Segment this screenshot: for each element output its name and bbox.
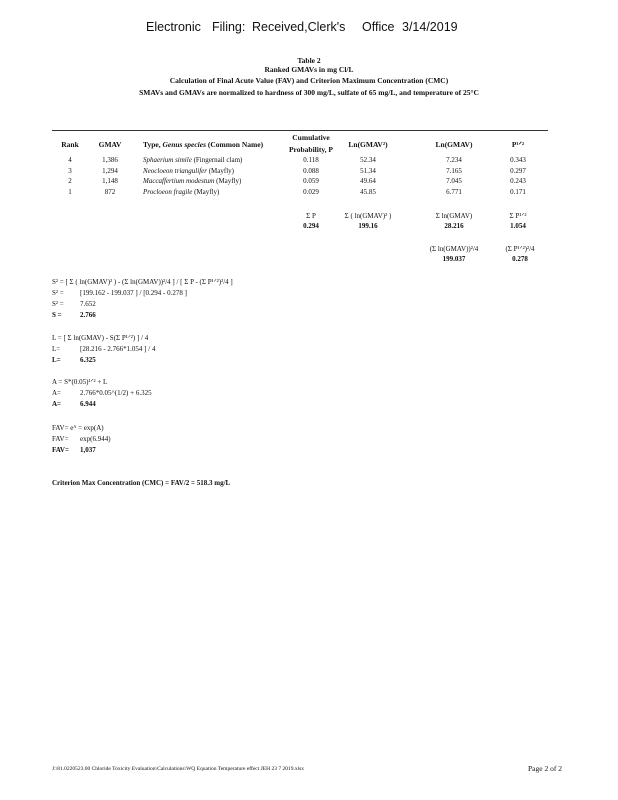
row-sqrt-p: 0.171 xyxy=(510,187,526,196)
row-species xyxy=(143,156,242,164)
sum-p-value: 0.294 xyxy=(303,222,319,230)
col-header-probability: Probability, P xyxy=(288,145,334,154)
table-normalization-note: SMAVs and GMAVs are normalized to hardness of 300 mg/L, sulfate of 65 mg/L, and temperature of 25°C xyxy=(139,88,479,97)
table-number: Table 2 xyxy=(297,56,321,65)
row-gmav: 1,386 xyxy=(102,156,118,164)
a_rows-label: A= xyxy=(52,389,62,397)
col-header-ln-gmav: Ln(GMAV) xyxy=(435,140,473,149)
table-title: Ranked GMAVs in mg Cl/L xyxy=(264,65,354,74)
header-received: Received,Clerk's xyxy=(252,20,346,34)
l_rows-label: L= xyxy=(52,356,61,364)
l_rows-value: 6.325 xyxy=(80,356,96,364)
a_rows-label: A= xyxy=(52,400,62,408)
sq-ln-value: 199.037 xyxy=(442,255,466,263)
row-genus-species: Procloeon fragile xyxy=(143,187,193,196)
header-filing: Filing: xyxy=(212,20,246,34)
row-common-name: (Mayfly) xyxy=(194,187,220,196)
sum-sqrtp-value: 1.054 xyxy=(510,222,526,230)
row-species xyxy=(143,167,234,175)
row-gmav: 1,148 xyxy=(102,177,118,185)
row-genus-species: Sphaerium simile xyxy=(143,156,192,164)
fav-formula: FAV= eᴬ = exp(A) xyxy=(52,424,104,432)
row-ln-gmav: 7.045 xyxy=(446,177,462,185)
sum-p-label: Σ P xyxy=(306,212,316,220)
row-ln-gmav-squared: 52.34 xyxy=(360,156,376,164)
row-sqrt-p: 0.243 xyxy=(510,177,526,185)
row-ln-gmav: 7.234 xyxy=(446,156,462,164)
header-office: Office xyxy=(362,20,395,34)
row-probability: 0.088 xyxy=(303,166,319,175)
s_rows-value: [199.162 - 199.037 ] / [0.294 - 0.278 ] xyxy=(80,289,187,297)
sum-ln2-value: 199.16 xyxy=(358,222,378,230)
sum-ln-value: 28.216 xyxy=(444,222,464,230)
row-probability: 0.118 xyxy=(303,156,319,164)
l_rows-label: L= xyxy=(52,345,61,353)
sq-ln-label: (Σ ln(GMAV))²/4 xyxy=(429,245,479,253)
sum-ln2-label: Σ ( ln(GMAV)² ) xyxy=(344,212,392,220)
row-ln-gmav-squared: 49.64 xyxy=(360,177,376,185)
col-header-gmav: GMAV xyxy=(98,140,122,149)
fav_rows-value: 1,037 xyxy=(80,446,96,454)
row-probability: 0.029 xyxy=(303,187,319,196)
row-species xyxy=(143,177,241,185)
cmc-result: Criterion Max Concentration (CMC) = FAV/2 = 518.3 mg/L xyxy=(52,479,231,487)
row-rank: 4 xyxy=(68,156,72,164)
row-sqrt-p: 0.297 xyxy=(510,166,526,175)
s_rows-value: 7.652 xyxy=(80,300,96,308)
footer-page-number: Page 2 of 2 xyxy=(528,764,562,773)
col-header-ln-gmav-squared: Ln(GMAV²) xyxy=(348,140,388,149)
table-subtitle: Calculation of Final Acute Value (FAV) and Criterion Maximum Concentration (CMC) xyxy=(169,76,449,85)
row-ln-gmav: 6.771 xyxy=(446,187,462,196)
row-gmav: 1,294 xyxy=(102,166,118,175)
l_rows-value: [28.216 - 2.766*1.054 ] / 4 xyxy=(80,345,156,353)
col-header-cumulative: Cumulative xyxy=(292,133,330,142)
row-ln-gmav: 7.165 xyxy=(446,166,462,175)
row-common-name: (Mayfly) xyxy=(216,177,242,185)
col-header-type-prefix: Type, xyxy=(143,140,161,149)
a_rows-value: 2.766*0.05^(1/2) + 6.325 xyxy=(80,389,152,397)
header-date: 3/14/2019 xyxy=(402,20,458,34)
row-probability: 0.059 xyxy=(303,177,319,185)
row-species xyxy=(143,188,219,196)
row-rank: 3 xyxy=(68,166,72,175)
l-formula: L = [ Σ ln(GMAV) - S(Σ P¹ᐟ²) ] / 4 xyxy=(52,334,149,342)
row-gmav: 872 xyxy=(104,187,116,196)
sum-ln-label: Σ ln(GMAV) xyxy=(435,212,473,220)
col-header-sqrt-p: P¹ᐟ² xyxy=(511,140,525,149)
row-sqrt-p: 0.343 xyxy=(510,156,526,164)
col-header-type-suffix: (Common Name) xyxy=(207,140,264,149)
s_rows-value: 2.766 xyxy=(80,311,96,319)
row-ln-gmav-squared: 45.85 xyxy=(360,187,376,196)
s_rows-label: S = xyxy=(52,311,62,319)
row-genus-species: Maccaffertium modestum xyxy=(143,177,215,185)
table-top-rule xyxy=(52,130,548,131)
row-common-name: (Fingernail clam) xyxy=(193,156,243,164)
row-common-name: (Mayfly) xyxy=(208,166,234,175)
s_rows-label: S² = xyxy=(52,300,64,308)
a_rows-value: 6.944 xyxy=(80,400,96,408)
col-header-type-italic: Genus species xyxy=(162,140,206,149)
s_rows-label: S² = xyxy=(52,289,64,297)
header-electronic: Electronic xyxy=(146,20,201,34)
row-rank: 2 xyxy=(68,177,72,185)
a-formula: A = S*(0.05)¹ᐟ² + L xyxy=(52,378,108,386)
row-genus-species: Neocloeon triangulifer xyxy=(143,166,207,175)
row-rank: 1 xyxy=(68,187,72,196)
sum-sqrtp-label: Σ P¹ᐟ² xyxy=(509,212,527,220)
col-header-rank: Rank xyxy=(61,140,79,149)
sq-p-value: 0.278 xyxy=(512,255,528,263)
sq-p-label: (Σ P¹ᐟ²)²/4 xyxy=(505,245,535,253)
col-header-type xyxy=(143,140,263,149)
fav_rows-value: exp(6.944) xyxy=(80,435,111,443)
fav_rows-label: FAV= xyxy=(52,446,69,454)
footer-file-path: J:\81.0220523.00 Chloride Toxicity Evaluation\Calculations\WQ Equation Temperature effect JEH 23 7 2019.xlsx xyxy=(52,766,305,772)
s-formula: S² = [ Σ ( ln(GMAV)² ) - (Σ ln(GMAV))²/4 ] / [ Σ P - (Σ P¹ᐟ²)²/4 ] xyxy=(52,278,233,286)
fav_rows-label: FAV= xyxy=(52,435,69,443)
row-ln-gmav-squared: 51.34 xyxy=(360,166,376,175)
